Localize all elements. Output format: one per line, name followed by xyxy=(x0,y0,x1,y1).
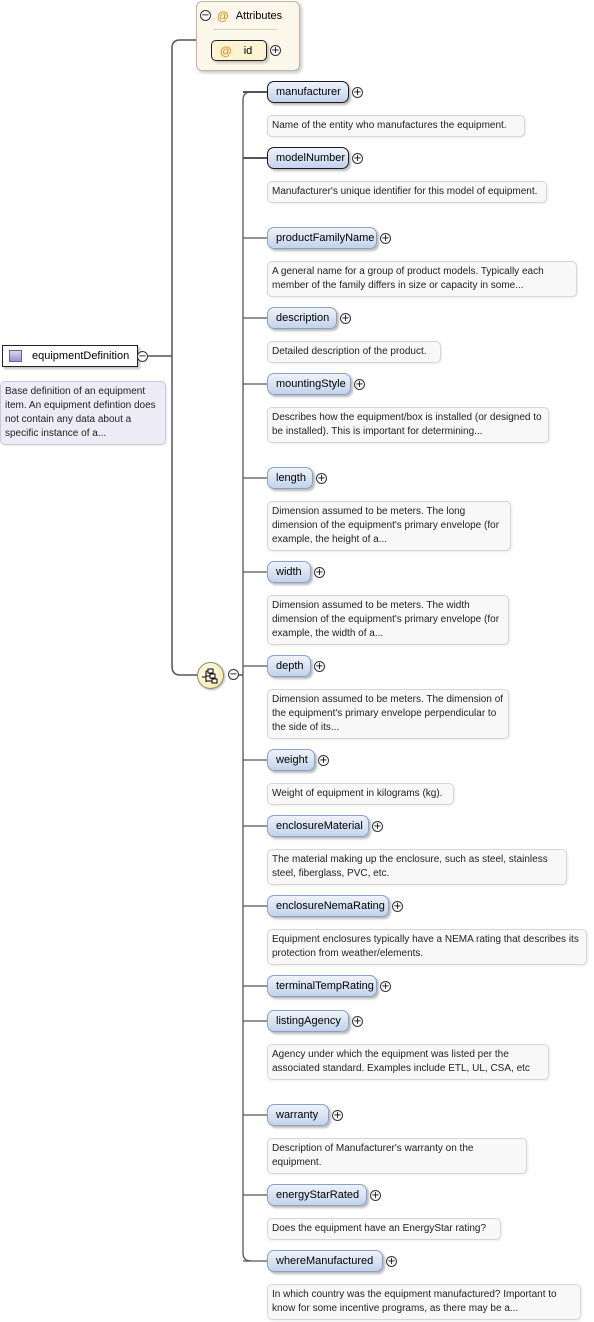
expand-plus-icon[interactable]: + xyxy=(371,1190,380,1201)
root-documentation: Base definition of an equipment item. An equipment defintion does not contain any data about a specific instance of a... xyxy=(0,381,166,445)
documentation-width: Dimension assumed to be meters. The width dimension of the equipment's primary envelope (for example, the width of a... xyxy=(267,595,509,645)
documentation-productFamilyName: A general name for a group of product models. Typically each member of the family differs in size or capacity in some... xyxy=(267,261,577,297)
documentation-manufacturer: Name of the entity who manufactures the equipment. xyxy=(267,115,525,137)
expand-plus-icon[interactable]: + xyxy=(381,233,390,244)
attributes-panel xyxy=(196,1,300,71)
root-element[interactable] xyxy=(2,345,138,367)
element-depth[interactable]: depth xyxy=(267,655,311,677)
documentation-length: Dimension assumed to be meters. The long dimension of the equipment's primary envelope (for example, the height of a... xyxy=(267,501,511,551)
element-productFamilyName[interactable]: productFamilyName xyxy=(267,227,377,249)
expand-plus-icon[interactable]: + xyxy=(353,153,362,164)
expand-plus-icon[interactable]: + xyxy=(393,901,402,912)
element-description[interactable]: description xyxy=(267,307,337,329)
element-enclosureMaterial[interactable]: enclosureMaterial xyxy=(267,815,369,837)
documentation-warranty: Description of Manufacturer's warranty on the equipment. xyxy=(267,1138,527,1174)
attribute-at-icon: @ xyxy=(220,43,232,58)
documentation-energyStarRated: Does the equipment have an EnergyStar rating? xyxy=(267,1218,501,1240)
element-whereManufactured[interactable]: whereManufactured xyxy=(267,1250,383,1272)
documentation-mountingStyle: Describes how the equipment/box is installed (or designed to be installed). This is important for determining... xyxy=(267,407,549,443)
expand-plus-icon[interactable]: + xyxy=(353,1016,362,1027)
expand-plus-icon[interactable]: + xyxy=(315,567,324,578)
expand-plus-icon[interactable]: + xyxy=(333,1110,342,1121)
element-energyStarRated[interactable]: energyStarRated xyxy=(267,1184,367,1206)
collapse-minus-icon[interactable]: − xyxy=(138,351,147,362)
expand-plus-icon[interactable]: + xyxy=(317,473,326,484)
documentation-modelNumber: Manufacturer's unique identifier for this model of equipment. xyxy=(267,181,547,203)
sequence-compositor[interactable] xyxy=(197,662,224,689)
element-width[interactable]: width xyxy=(267,561,311,583)
element-terminalTempRating[interactable]: terminalTempRating xyxy=(267,975,377,997)
attributes-divider xyxy=(213,29,277,30)
documentation-weight: Weight of equipment in kilograms (kg). xyxy=(267,783,454,805)
documentation-enclosureMaterial: The material making up the enclosure, such as steel, stainless steel, fiberglass, PVC, etc. xyxy=(267,849,567,885)
expand-plus-icon[interactable]: + xyxy=(381,981,390,992)
expand-plus-icon[interactable]: + xyxy=(315,661,324,672)
documentation-enclosureNemaRating: Equipment enclosures typically have a NEMA rating that describes its protection from weather/elements. xyxy=(267,929,587,965)
attributes-header xyxy=(217,9,282,23)
expand-plus-icon[interactable]: + xyxy=(341,313,350,324)
attribute-at-icon: @ xyxy=(217,9,229,23)
expand-plus-icon[interactable]: + xyxy=(319,755,328,766)
collapse-minus-icon[interactable]: − xyxy=(201,10,210,21)
sequence-bus-line xyxy=(243,92,251,1261)
root-element-label: equipmentDefinition xyxy=(32,350,130,362)
attribute-id[interactable] xyxy=(211,40,267,61)
element-enclosureNemaRating[interactable]: enclosureNemaRating xyxy=(267,895,389,917)
element-modelNumber[interactable]: modelNumber xyxy=(267,147,349,169)
element-mountingStyle[interactable]: mountingStyle xyxy=(267,373,351,395)
expand-plus-icon[interactable]: + xyxy=(387,1256,396,1267)
attribute-id-label: id xyxy=(243,44,253,57)
attributes-header-label: Attributes xyxy=(235,10,283,22)
element-length[interactable]: length xyxy=(267,467,313,489)
complex-type-icon xyxy=(9,350,22,362)
element-warranty[interactable]: warranty xyxy=(267,1104,329,1126)
element-weight[interactable]: weight xyxy=(267,749,315,771)
collapse-minus-icon[interactable]: − xyxy=(229,669,238,680)
documentation-description: Detailed description of the product. xyxy=(267,341,441,363)
documentation-whereManufactured: In which country was the equipment manufactured? Important to know for some incentive programs, as there may be a... xyxy=(267,1284,581,1320)
element-manufacturer[interactable]: manufacturer xyxy=(267,81,349,103)
documentation-depth: Dimension assumed to be meters. The dimension of the equipment's primary envelope perpendicular to the side of its... xyxy=(267,689,509,739)
expand-plus-icon[interactable]: + xyxy=(271,45,280,56)
expand-plus-icon[interactable]: + xyxy=(373,821,382,832)
expand-plus-icon[interactable]: + xyxy=(355,379,364,390)
expand-plus-icon[interactable]: + xyxy=(353,87,362,98)
sequence-compositor-icon xyxy=(201,668,221,684)
element-listingAgency[interactable]: listingAgency xyxy=(267,1010,349,1032)
documentation-listingAgency: Agency under which the equipment was listed per the associated standard. Examples include ETL, UL, CSA, etc xyxy=(267,1044,549,1080)
